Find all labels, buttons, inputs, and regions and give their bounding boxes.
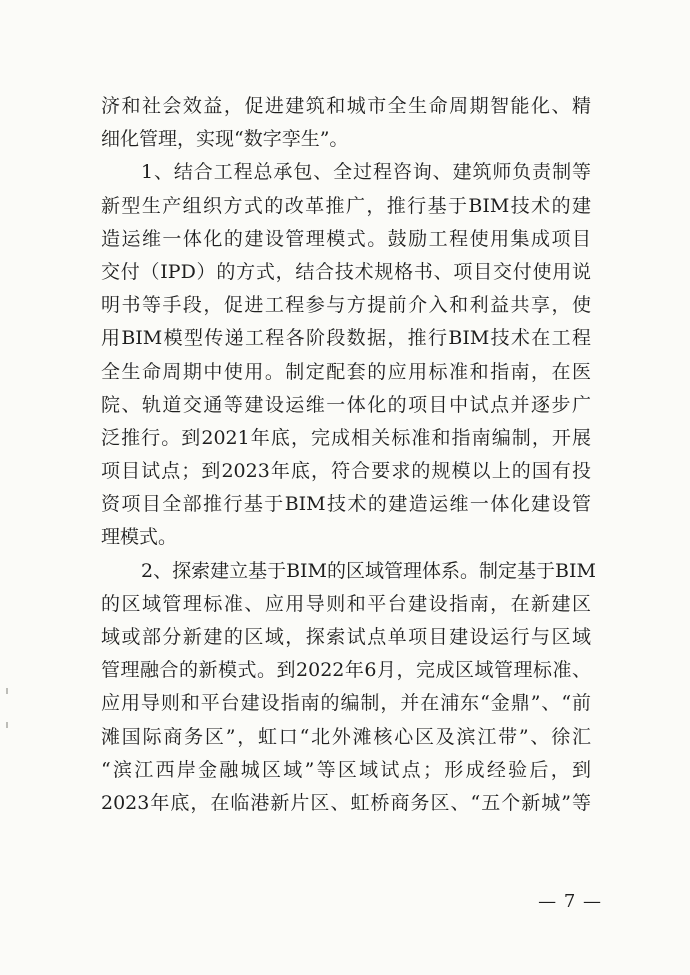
text-line: “滨江西岸金融城区域”等区域试点；形成经验后，到	[101, 758, 591, 781]
text-line: 院、轨道交通等建设运维一体化的项目中试点并逐步广	[101, 393, 591, 416]
binding-mark	[6, 722, 8, 728]
text-line: 项目试点；到2023年底，符合要求的规模以上的国有投	[101, 460, 591, 483]
text-line: 全生命周期中使用。制定配套的应用标准和指南，在医	[101, 360, 591, 383]
text-line: 交付（IPD）的方式，结合技术规格书、项目交付使用说	[101, 260, 591, 283]
text-line: 造运维一体化的建设管理模式。鼓励工程使用集成项目	[101, 227, 591, 250]
text-line: 新型生产组织方式的改革推广，推行基于BIM技术的建	[101, 194, 591, 217]
text-line: 的区域管理标准、应用导则和平台建设指南，在新建区	[101, 592, 591, 615]
text-line: 细化管理，实现“数字孪生”。	[101, 128, 349, 151]
text-line: 应用导则和平台建设指南的编制，并在浦东“金鼎”、“前	[101, 692, 591, 715]
text-line: 明书等手段，促进工程参与方提前介入和利益共享，使	[101, 294, 591, 317]
body-text	[101, 90, 596, 820]
text-line: 济和社会效益，促进建筑和城市全生命周期智能化、精	[101, 95, 591, 117]
text-line: 滩国际商务区”，虹口“北外滩核心区及滨江带”、徐汇	[101, 725, 591, 748]
page-number: — 7 —	[538, 891, 602, 912]
text-line: 用BIM模型传递工程各阶段数据，推行BIM技术在工程	[101, 327, 591, 350]
paragraph-2-start: 2、探索建立基于BIM的区域管理体系。制定基于BIM	[141, 559, 596, 582]
binding-mark	[6, 688, 8, 694]
text-line: 2023年底，在临港新片区、虹桥商务区、“五个新城”等	[101, 791, 591, 814]
text-line: 资项目全部推行基于BIM技术的建造运维一体化建设管	[101, 493, 591, 516]
text-line: 管理融合的新模式。到2022年6月，完成区域管理标准、	[101, 659, 591, 682]
paragraph-1-start: 1、结合工程总承包、全过程咨询、建筑师负责制等	[141, 161, 591, 184]
text-line: 理模式。	[101, 526, 178, 549]
text-line: 域或部分新建的区域，探索试点单项目建设运行与区域	[101, 626, 591, 648]
text-line: 泛推行。到2021年底，完成相关标准和指南编制，开展	[101, 426, 591, 449]
